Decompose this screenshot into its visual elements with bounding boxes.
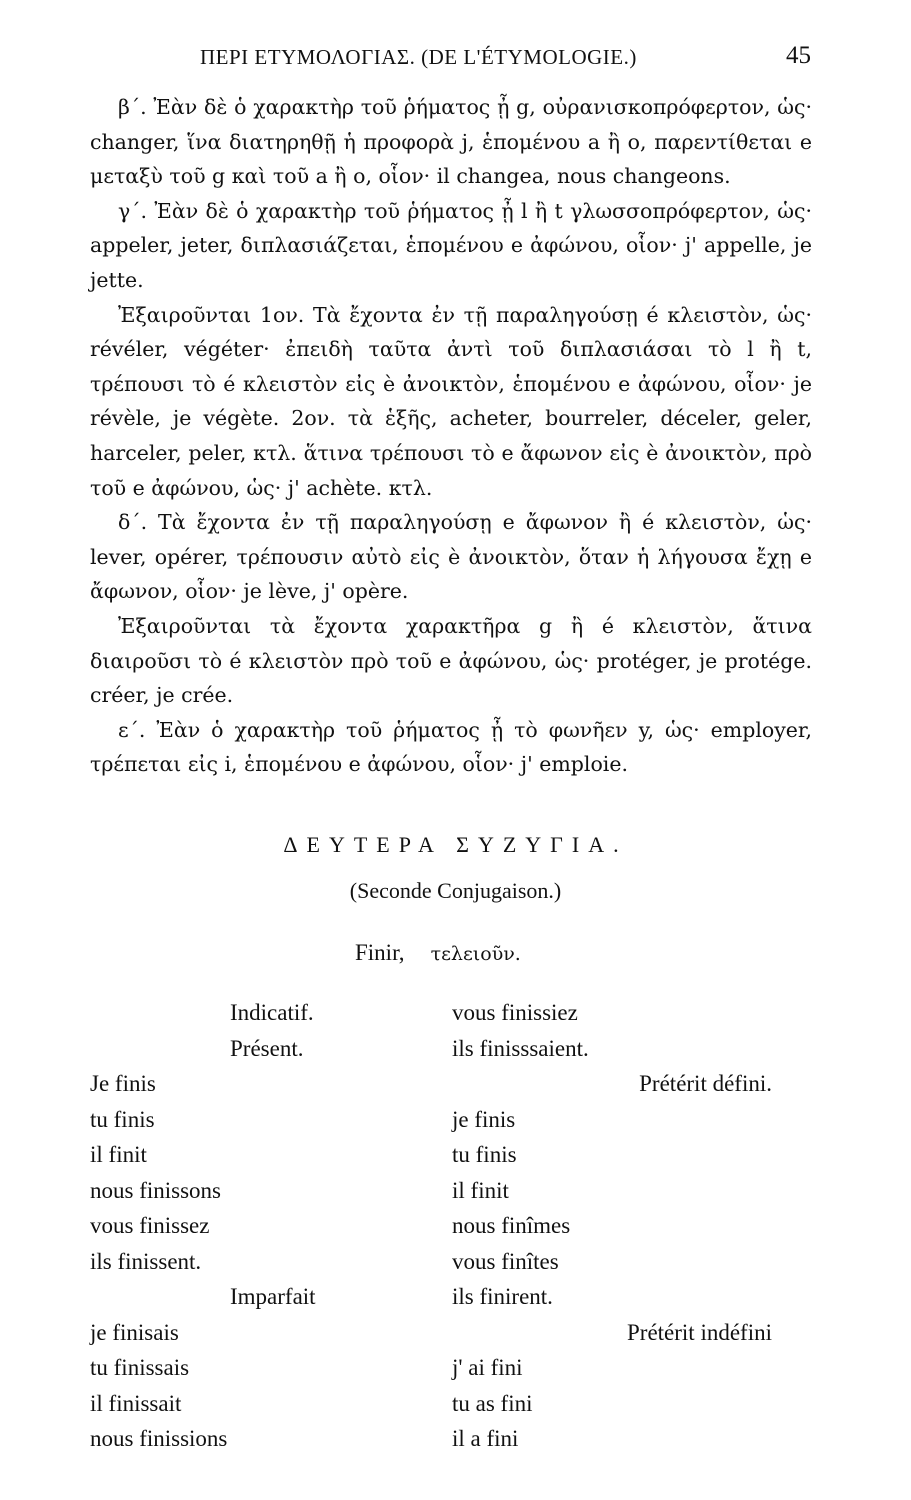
section-title: ΔΕΥΤΕΡΑ ΣΥΖΥΓΙΑ.	[283, 832, 628, 857]
conjugation-line: tu finis	[452, 1142, 517, 1167]
conjugation-right-column	[452, 995, 772, 1457]
conjugation-line: ils finisssaient.	[452, 1035, 589, 1061]
paragraph-epsilon: ε΄. Ἐὰν ὁ χαρακτὴρ τοῦ ῥήματος ᾖ τὸ φωνῆεν y, ὡς· employer, τρέπεται εἰς i, ἑπομένου e ἀφώνου, οἷον· j' emploie.	[90, 717, 812, 777]
body-text	[90, 90, 812, 782]
paragraph-exceptions-1: Ἐξαιροῦνται 1ον. Τὰ ἔχοντα ἐν τῇ παραληγούσῃ é κλειστὸν, ὡς· révéler, végéter· ἐπειδὴ ταῦτα ἀντὶ τοῦ διπλασιάσαι τὸ l ἢ t, τρέπουσι τὸ é κλειστὸν εἰς è ἀνοικτὸν, ἑπομένου e ἀφώνου, οἷον· je révèle, je végète. 2ον. τὰ ἑξῆς, acheter, bourreler, déceler, geler, harceler, peler, κτλ. ἅτινα τρέπουσι τὸ e ἄφωνον εἰς è ἀνοικτὸν, πρὸ τοῦ e ἀφώνου, ὡς· j' achète. κτλ.	[90, 302, 812, 500]
conjugation-line: vous finissiez	[452, 1000, 578, 1025]
paragraph-delta: δ΄. Τὰ ἔχοντα ἐν τῇ παραληγούσῃ e ἄφωνον ἢ é κλειστὸν, ὡς· lever, opérer, τρέπουσιν αὐτὸ εἰς è ἀνοικτὸν, ὅταν ἡ λήγουσα ἔχῃ e ἄφωνον, οἷον· je lève, j' opère.	[90, 510, 812, 604]
verb-heading	[355, 940, 521, 966]
conjugation-line: vous finîtes	[452, 1248, 559, 1274]
conjugation-line: il finit	[452, 1177, 509, 1203]
mood-label: Indicatif.	[230, 1000, 314, 1025]
conjugation-line: nous finissons	[90, 1177, 221, 1203]
verb-french: Finir,	[355, 940, 405, 965]
conjugation-line: vous finissez	[90, 1213, 210, 1238]
conjugation-line: Je finis	[90, 1071, 156, 1096]
conjugation-line: nous finîmes	[452, 1213, 571, 1238]
conjugation-line: j' ai fini	[452, 1355, 523, 1380]
tense-imparfait-label: Imparfait	[230, 1284, 316, 1309]
conjugation-line: tu as fini	[452, 1390, 533, 1416]
conjugation-line: il a fini	[452, 1426, 519, 1451]
conjugation-line: nous finissions	[90, 1426, 228, 1451]
conjugation-line: je finis	[452, 1106, 516, 1132]
conjugation-line: il finit	[90, 1142, 147, 1167]
page-number: 45	[786, 42, 811, 69]
section-subtitle: (Seconde Conjugaison.)	[349, 878, 562, 903]
conjugation-line: ils finissent.	[90, 1248, 202, 1274]
conjugation-line: ils finirent.	[452, 1284, 553, 1309]
running-header: ΠΕΡΙ ΕΤΥΜΟΛΟΓΙΑΣ. (DE L'ÉTYMOLOGIE.)	[200, 45, 637, 69]
paragraph-exceptions-2: Ἐξαιροῦνται τὰ ἔχοντα χαρακτῆρα g ἢ é κλειστὸν, ἅτινα διαιροῦσι τὸ é κλειστὸν πρὸ τοῦ e ἀφώνου, ὡς· protéger, je protége. créer, je crée.	[90, 613, 812, 708]
tense-preterit-indefini-label: Prétérit indéfini	[627, 1319, 772, 1345]
conjugation-line: il finissait	[90, 1390, 182, 1416]
conjugation-line: je finisais	[90, 1319, 179, 1345]
paragraph-gamma: γ΄. Ἐὰν δὲ ὁ χαρακτὴρ τοῦ ῥήματος ᾖ l ἢ t γλωσσοπρόφερτον, ὡς· appeler, jeter, διπλασιάζεται, ἑπομένου e ἀφώνου, οἷον· j' appelle, je jette.	[90, 198, 812, 292]
tense-preterit-defini-label: Prétérit défini.	[639, 1071, 772, 1096]
conjugation-line: tu finis	[90, 1106, 155, 1132]
conjugation-left-column	[90, 995, 390, 1457]
verb-greek: τελειοῦν.	[430, 943, 521, 965]
paragraph-beta: β΄. Ἐὰν δὲ ὁ χαρακτὴρ τοῦ ῥήματος ᾖ g, οὐρανισκοπρόφερτον, ὡς· changer, ἵνα διατηρηθῇ ἡ προφορὰ j, ἑπομένου a ἢ o, παρεντίθεται e μεταξὺ τοῦ g καὶ τοῦ a ἢ o, οἷον· il changea, nous changeons.	[90, 95, 812, 189]
conjugation-line: tu finissais	[90, 1355, 190, 1380]
tense-present-label: Présent.	[230, 1035, 304, 1061]
